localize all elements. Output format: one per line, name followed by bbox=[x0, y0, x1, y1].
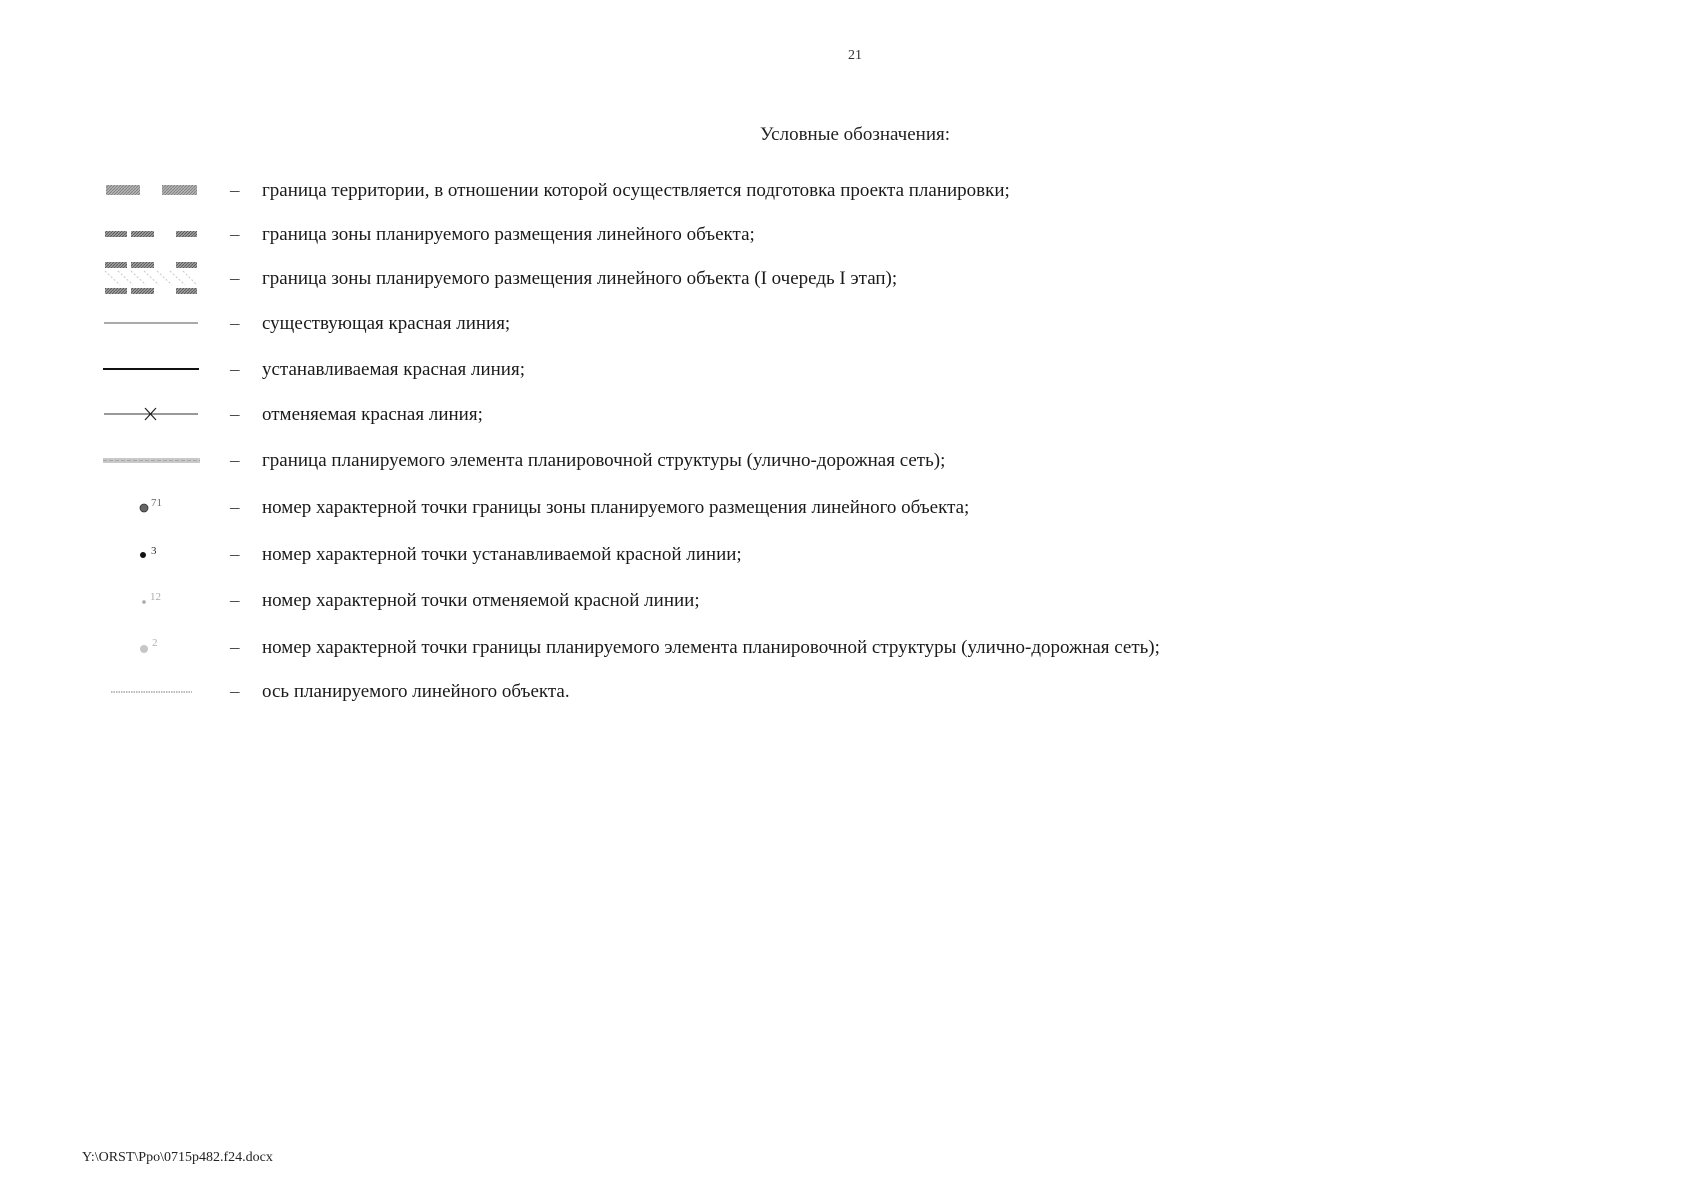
axis-line-icon bbox=[100, 677, 205, 707]
legend-item bbox=[0, 400, 1698, 430]
legend-text: отменяемая красная линия; bbox=[262, 404, 483, 425]
legend-item bbox=[0, 633, 1698, 663]
legend-item bbox=[0, 355, 1698, 385]
legend-item bbox=[0, 446, 1698, 476]
legend-item bbox=[0, 493, 1698, 523]
legend-dash: – bbox=[230, 590, 240, 611]
legend-item bbox=[0, 677, 1698, 707]
legend-text: номер характерной точки отменяемой красной линии; bbox=[262, 590, 700, 611]
zone-point-icon bbox=[100, 493, 205, 523]
cancelled-red-line-icon bbox=[100, 400, 205, 430]
legend-item bbox=[0, 309, 1698, 339]
legend-dash: – bbox=[230, 224, 240, 245]
legend-text: граница территории, в отношении которой осуществляется подготовка проекта планировки; bbox=[262, 180, 1010, 201]
legend-title: Условные обозначения: bbox=[759, 124, 951, 145]
legend-text: граница зоны планируемого размещения линейного объекта (I очередь I этап); bbox=[262, 268, 898, 289]
cancelled-point-icon bbox=[100, 586, 205, 616]
legend-text: граница зоны планируемого размещения линейного объекта; bbox=[262, 224, 755, 245]
page-number: 21 bbox=[848, 48, 862, 63]
legend-dash: – bbox=[230, 497, 240, 518]
legend-item bbox=[0, 220, 1698, 250]
legend-dash: – bbox=[230, 544, 240, 565]
linear-object-zone-icon bbox=[100, 220, 205, 250]
planning-element-boundary-icon bbox=[100, 446, 205, 476]
existing-red-line-icon bbox=[100, 309, 205, 339]
legend-dash: – bbox=[230, 359, 240, 380]
legend-item bbox=[0, 540, 1698, 570]
established-red-line-icon bbox=[100, 355, 205, 385]
linear-object-zone-stage-icon bbox=[100, 264, 205, 294]
planning-point-icon bbox=[100, 633, 205, 663]
legend-dash: – bbox=[230, 450, 240, 471]
point-label: 2 bbox=[152, 637, 158, 649]
legend-dash: – bbox=[230, 681, 240, 702]
legend-dash: – bbox=[230, 268, 240, 289]
red-line-point-icon bbox=[100, 540, 205, 570]
point-label: 71 bbox=[151, 497, 162, 509]
legend-dash: – bbox=[230, 637, 240, 658]
legend-text: устанавливаемая красная линия; bbox=[262, 359, 525, 380]
legend-item bbox=[0, 586, 1698, 616]
legend-dash: – bbox=[230, 313, 240, 334]
legend-text: существующая красная линия; bbox=[262, 313, 511, 334]
point-label: 12 bbox=[150, 591, 161, 603]
legend-item bbox=[0, 264, 1698, 294]
legend-text: ось планируемого линейного объекта. bbox=[262, 681, 570, 702]
legend-dash: – bbox=[230, 180, 240, 201]
territory-boundary-icon bbox=[100, 176, 205, 206]
legend-text: номер характерной точки границы зоны планируемого размещения линейного объекта; bbox=[262, 497, 970, 518]
footer-file-path: Y:\ORST\Ppo\0715p482.f24.docx bbox=[82, 1150, 273, 1165]
legend-text: граница планируемого элемента планировочной структуры (улично-дорожная сеть); bbox=[262, 450, 946, 471]
legend-item bbox=[0, 176, 1698, 206]
legend-dash: – bbox=[230, 404, 240, 425]
point-label: 3 bbox=[151, 545, 157, 557]
legend-text: номер характерной точки устанавливаемой красной линии; bbox=[262, 544, 742, 565]
legend-text: номер характерной точки границы планируемого элемента планировочной структуры (улично-дорожная сеть); bbox=[262, 637, 1160, 658]
